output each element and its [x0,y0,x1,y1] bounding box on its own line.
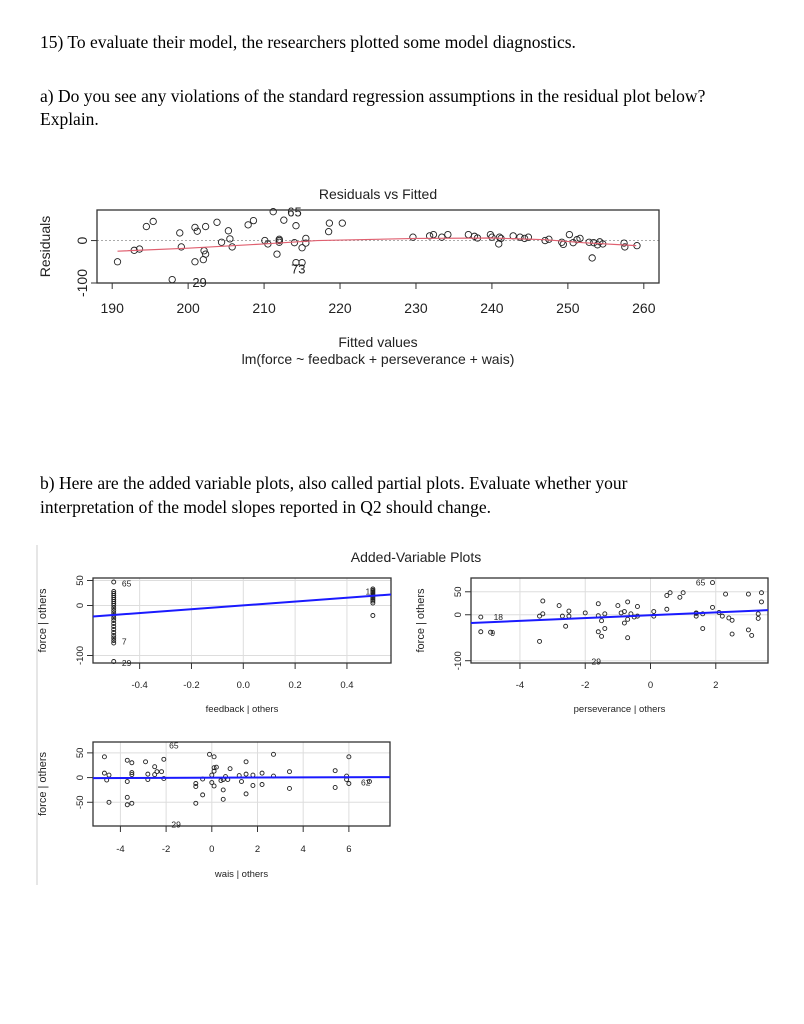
av-feedback-x-tick-label: 0.2 [288,680,302,691]
av-perseverance-x-tick-label: 0 [647,680,654,691]
av-feedback-y-tick-label: -100 [75,645,86,666]
av-perseverance-data-point [678,595,682,599]
av-wais-data-point [212,755,216,759]
av-feedback-data-point [371,614,375,618]
av-feedback-point-label: 29 [121,658,132,668]
loess-smoother-line [118,238,637,251]
av-wais-plot-frame [93,742,390,826]
av-perseverance-data-point [541,599,545,603]
resid-x-axis-label: Fitted values [338,334,418,350]
av-perseverance-data-point [557,604,561,608]
av-wais-data-point [102,755,106,759]
av-wais-point-label: 62 [361,777,371,788]
av-perseverance-data-point [652,610,656,614]
av-perseverance-y-axis-label: force | others [415,588,427,653]
resid-data-point [250,217,256,223]
resid-data-point [589,255,595,261]
resid-data-point [214,219,220,225]
av-perseverance-data-point [479,630,483,634]
av-perseverance-point-label: 29 [591,656,601,667]
av-wais-data-point [125,758,129,762]
av-wais-x-tick-label: -2 [161,844,171,855]
av-wais-data-point [244,760,248,764]
av-wais-data-point [333,785,337,789]
resid-data-point [326,220,332,226]
av-perseverance-data-point [603,627,607,631]
av-wais-data-point [125,795,129,799]
av-wais-data-point [260,771,264,775]
resid-x-tick-label: 200 [176,300,200,316]
resid-x-tick-label: 210 [252,300,276,316]
av-feedback-x-tick-label: -0.2 [183,680,200,691]
av-wais-point-label: 65 [169,740,179,751]
resid-data-point [566,231,572,237]
av-perseverance-x-tick-label: -4 [515,680,525,691]
resid-y-tick-label: -100 [74,268,90,298]
av-perseverance-data-point [750,633,754,637]
av-perseverance-x-axis-label: perseverance | others [573,704,666,715]
av-perseverance-data-point [711,605,715,609]
av-wais-x-tick-label: 0 [209,844,215,855]
resid-data-point [227,236,233,242]
av-perseverance-data-point [759,600,763,604]
resid-plot-frame [97,210,659,283]
av-perseverance-data-point [626,600,630,604]
part-b-prompt-cont: interpretation of the model slopes reported in Q2 should change. [40,497,491,517]
av-wais-data-point [155,770,159,774]
av-wais-x-tick-label: 6 [346,844,352,855]
av-wais-y-axis-label: force | others [37,752,49,816]
resid-data-point [325,228,331,234]
av-perseverance-y-tick-label: -100 [453,651,464,671]
resid-x-tick-label: 240 [480,300,504,316]
av-wais-data-point [146,772,150,776]
resid-data-point [559,239,565,245]
av-feedback-data-point [112,641,116,645]
av-perseverance-data-point [596,630,600,634]
av-perseverance-y-tick-label: 0 [453,612,464,618]
av-perseverance-point-label: 18 [493,612,504,623]
av-wais-x-tick-label: -4 [116,844,125,855]
av-wais-data-point [125,803,129,807]
av-perseverance-x-tick-label: 2 [713,680,719,691]
av-wais-data-point [287,786,291,790]
av-wais-data-point [251,773,255,777]
question-title: 15) To evaluate their model, the researchers plotted some model diagnostics. [40,32,576,52]
av-plots-title: Added-Variable Plots [350,549,482,565]
av-perseverance-data-point [600,634,604,638]
resid-data-point [410,234,416,240]
part-a-prompt: a) Do you see any violations of the standard regression assumptions in the residual plot below? [40,86,706,106]
resid-data-point [339,220,345,226]
av-perseverance-x-tick-label: -2 [581,680,590,691]
av-wais-data-point [228,767,232,771]
resid-point-label: 73 [291,261,306,277]
resid-data-point [143,223,149,229]
resid-data-point [439,234,445,240]
resid-data-point [192,259,198,265]
av-wais-data-point [240,780,244,784]
resid-point-label: 65 [287,204,302,220]
av-perseverance-data-point [756,616,760,620]
av-wais-y-tick-label: 0 [75,774,86,781]
av-wais-data-point [221,788,225,792]
av-perseverance-data-point [626,636,630,640]
av-perseverance-data-point [730,618,734,622]
av-wais-x-axis-label: wais | others [214,869,269,880]
resid-data-point [202,223,208,229]
resid-data-point [229,244,235,250]
resid-data-point [225,228,231,234]
resid-data-point [281,217,287,223]
resid-data-point [150,218,156,224]
resid-data-point [114,259,120,265]
av-feedback-x-tick-label: -0.4 [131,680,148,691]
av-perseverance-data-point [626,617,630,621]
av-perseverance-data-point [622,621,626,625]
av-wais-data-point [244,792,248,796]
resid-data-point [293,223,299,229]
av-wais-point-label: 29 [171,819,181,830]
av-feedback-y-axis-label: force | others [37,588,49,653]
av-wais-data-point [333,769,337,773]
av-wais-data-point [201,793,205,797]
resid-subtitle: lm(force ~ feedback + perseverance + wais) [241,351,515,367]
av-wais-data-point [221,797,225,801]
av-wais-data-point [107,773,111,777]
resid-data-point [245,222,251,228]
av-feedback-x-tick-label: 0.4 [340,680,354,691]
av-wais-x-tick-label: 4 [300,844,306,855]
resid-x-tick-label: 220 [328,300,352,316]
av-feedback-point-label: 65 [121,578,132,589]
resid-x-tick-label: 250 [556,300,580,316]
av-wais-data-point [212,784,216,788]
av-perseverance-data-point [567,609,571,613]
resid-data-point [274,251,280,257]
av-wais-data-point [251,783,255,787]
resid-x-tick-label: 260 [632,300,656,316]
resid-x-tick-label: 190 [100,300,124,316]
resid-y-axis-label: Residuals [37,215,53,278]
av-wais-data-point [162,757,166,761]
av-wais-data-point [160,770,164,774]
av-perseverance-data-point [596,602,600,606]
av-feedback-x-tick-label: 0.0 [236,680,250,691]
av-wais-data-point [102,771,106,775]
av-feedback-y-tick-label: 0 [75,602,86,609]
av-perseverance-data-point [746,592,750,596]
av-perseverance-data-point [600,619,604,623]
av-wais-data-point [144,760,148,764]
av-wais-data-point [287,770,291,774]
resid-title: Residuals vs Fitted [318,186,438,202]
resid-data-point [430,231,436,237]
av-wais-y-tick-label: 50 [75,747,86,759]
av-wais-regression-line [93,777,390,778]
resid-point-label: 29 [192,275,207,290]
resid-y-tick-label: 0 [74,236,90,245]
av-perseverance-data-point [564,624,568,628]
av-perseverance-data-point [665,607,669,611]
av-wais-x-tick-label: 2 [254,844,261,855]
resid-x-tick-label: 230 [404,300,428,316]
resid-data-point [560,241,566,247]
resid-data-point [177,230,183,236]
resid-data-point [218,239,224,245]
av-perseverance-data-point [635,604,639,608]
av-perseverance-data-point [701,627,705,631]
av-perseverance-data-point [616,604,620,608]
resid-data-point [465,231,471,237]
av-wais-y-tick-label: -50 [75,795,86,810]
av-wais-data-point [260,782,264,786]
av-perseverance-data-point [724,592,728,596]
av-feedback-y-tick-label: 50 [75,575,86,586]
av-perseverance-data-point [746,628,750,632]
av-feedback-x-axis-label: feedback | others [205,704,279,715]
resid-data-point [169,276,175,282]
av-wais-data-point [244,772,248,776]
av-perseverance-data-point [538,639,542,643]
av-feedback-point-label: 10 [365,586,375,597]
resid-data-point [445,231,451,237]
av-perseverance-data-point [730,632,734,636]
av-wais-data-point [130,761,134,765]
av-perseverance-point-label: 65 [695,577,706,588]
av-perseverance-y-tick-label: 50 [453,586,464,598]
av-feedback-plot-frame [93,578,391,663]
av-wais-data-point [125,780,129,784]
av-perseverance-point-label: 9 [490,627,496,638]
av-perseverance-data-point [479,615,483,619]
part-a-prompt-cont: Explain. [40,109,99,129]
av-wais-data-point [153,765,157,769]
part-b-prompt: b) Here are the added variable plots, also called partial plots. Evaluate whether your [40,473,628,493]
av-perseverance-data-point [711,581,715,585]
av-feedback-point-label: 7 [121,636,127,647]
